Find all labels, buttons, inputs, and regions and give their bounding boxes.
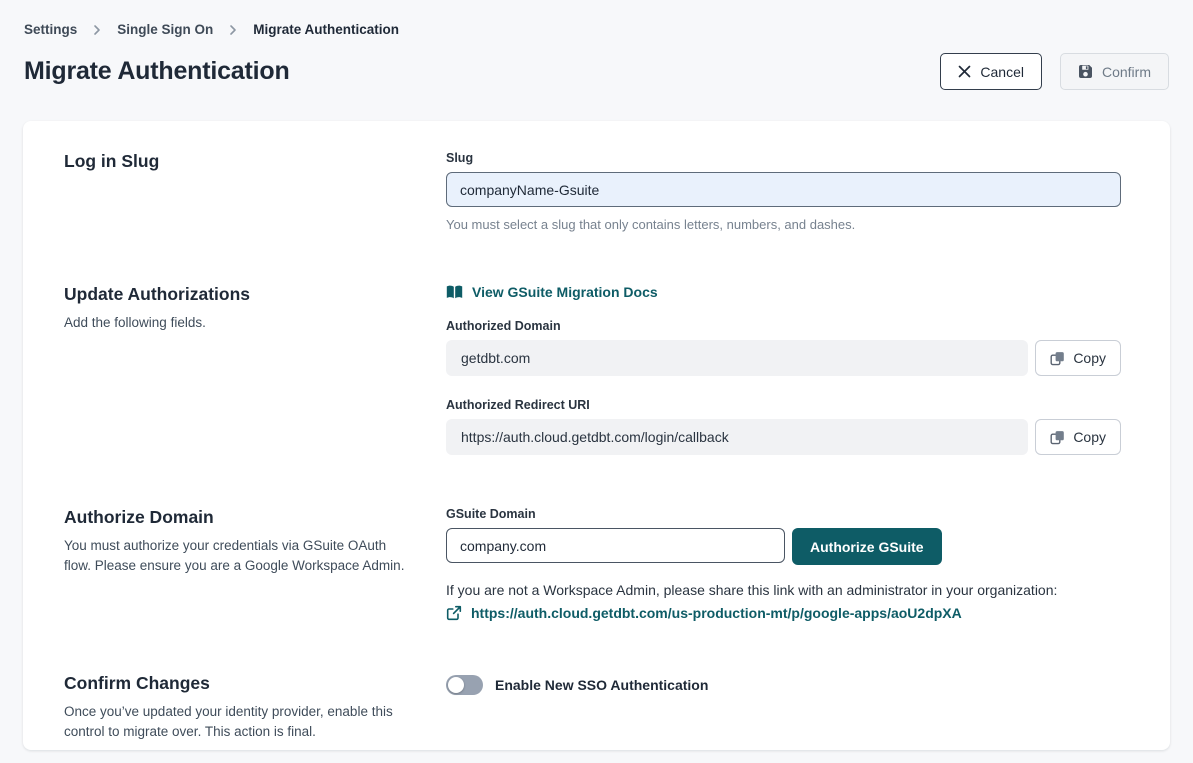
sso-toggle-label: Enable New SSO Authentication bbox=[495, 677, 709, 693]
slug-input[interactable] bbox=[446, 172, 1121, 207]
section-update-authorizations-right bbox=[446, 284, 1121, 455]
title-row bbox=[24, 53, 1169, 90]
copy-authorized-domain-button[interactable] bbox=[1035, 340, 1121, 376]
book-icon bbox=[446, 285, 463, 300]
authorized-redirect-uri-group bbox=[446, 398, 1121, 455]
section-heading: Authorize Domain bbox=[64, 507, 214, 527]
section-update-authorizations bbox=[64, 284, 1121, 455]
section-heading: Confirm Changes bbox=[64, 673, 210, 693]
section-update-authorizations-left bbox=[64, 284, 446, 455]
section-description: Add the following fields. bbox=[64, 315, 206, 330]
authorized-redirect-uri-row bbox=[446, 419, 1121, 455]
chevron-right-icon bbox=[227, 24, 239, 36]
x-icon bbox=[958, 65, 971, 78]
confirm-button-label: Confirm bbox=[1101, 63, 1151, 80]
section-heading: Log in Slug bbox=[64, 151, 160, 171]
authorize-gsuite-button[interactable]: Authorize GSuite bbox=[792, 528, 942, 565]
section-confirm-changes-left bbox=[64, 673, 446, 741]
settings-card bbox=[23, 121, 1170, 750]
gsuite-domain-label: GSuite Domain bbox=[446, 507, 536, 521]
section-heading: Update Authorizations bbox=[64, 284, 251, 304]
gsuite-domain-input[interactable] bbox=[446, 528, 785, 563]
copy-button-label: Copy bbox=[1073, 429, 1106, 445]
section-confirm-changes-right bbox=[446, 673, 1121, 741]
authorized-domain-group bbox=[446, 319, 1121, 376]
copy-icon bbox=[1050, 351, 1065, 366]
authorized-redirect-uri-value: https://auth.cloud.getdbt.com/login/callback bbox=[446, 419, 1028, 455]
authorized-domain-row bbox=[446, 340, 1121, 376]
header-actions bbox=[940, 53, 1169, 90]
section-login-slug-left bbox=[64, 151, 446, 232]
copy-redirect-uri-button[interactable] bbox=[1035, 419, 1121, 455]
section-description: You must authorize your credentials via GSuite OAuth flow. Please ensure you are a Google Workspace Admin. bbox=[64, 538, 405, 573]
section-login-slug-right bbox=[446, 151, 1121, 232]
breadcrumb-item-migrate-authentication: Migrate Authentication bbox=[253, 22, 400, 37]
page-title: Migrate Authentication bbox=[24, 57, 290, 85]
breadcrumb-item-settings[interactable]: Settings bbox=[24, 22, 78, 37]
slug-field-label: Slug bbox=[446, 151, 474, 165]
breadcrumb-item-single-sign-on[interactable]: Single Sign On bbox=[117, 22, 214, 37]
authorized-domain-label: Authorized Domain bbox=[446, 319, 561, 333]
enable-sso-toggle[interactable] bbox=[446, 675, 483, 695]
section-confirm-changes bbox=[64, 673, 1121, 741]
cancel-button-label: Cancel bbox=[980, 63, 1024, 80]
gsuite-domain-row bbox=[446, 528, 1121, 565]
external-link-icon bbox=[446, 605, 462, 621]
authorized-domain-value: getdbt.com bbox=[446, 340, 1028, 376]
sso-toggle-row bbox=[446, 675, 1121, 695]
admin-share-link[interactable]: https://auth.cloud.getdbt.com/us-production-mt/p/google-apps/aoU2dpXA bbox=[471, 605, 962, 621]
section-authorize-domain-left bbox=[64, 507, 446, 621]
copy-button-label: Copy bbox=[1073, 350, 1106, 366]
cancel-button[interactable] bbox=[940, 53, 1042, 90]
authorized-redirect-uri-label: Authorized Redirect URI bbox=[446, 398, 590, 412]
section-login-slug bbox=[64, 151, 1121, 232]
section-authorize-domain-right bbox=[446, 507, 1121, 621]
docs-link-label: View GSuite Migration Docs bbox=[472, 284, 658, 300]
confirm-button[interactable] bbox=[1060, 53, 1169, 90]
page-header bbox=[0, 0, 1193, 90]
slug-help-text: You must select a slug that only contains letters, numbers, and dashes. bbox=[446, 217, 856, 232]
section-authorize-domain bbox=[64, 507, 1121, 621]
save-icon bbox=[1078, 64, 1093, 79]
copy-icon bbox=[1050, 430, 1065, 445]
section-description: Once you’ve updated your identity provider, enable this control to migrate over. This action is final. bbox=[64, 704, 393, 739]
admin-link-row bbox=[446, 605, 1121, 621]
gsuite-migration-docs-link[interactable] bbox=[446, 284, 658, 300]
chevron-right-icon bbox=[91, 24, 103, 36]
breadcrumb bbox=[24, 22, 1169, 37]
workspace-admin-note: If you are not a Workspace Admin, please share this link with an administrator in your organization: bbox=[446, 582, 1058, 598]
toggle-knob bbox=[448, 677, 464, 693]
